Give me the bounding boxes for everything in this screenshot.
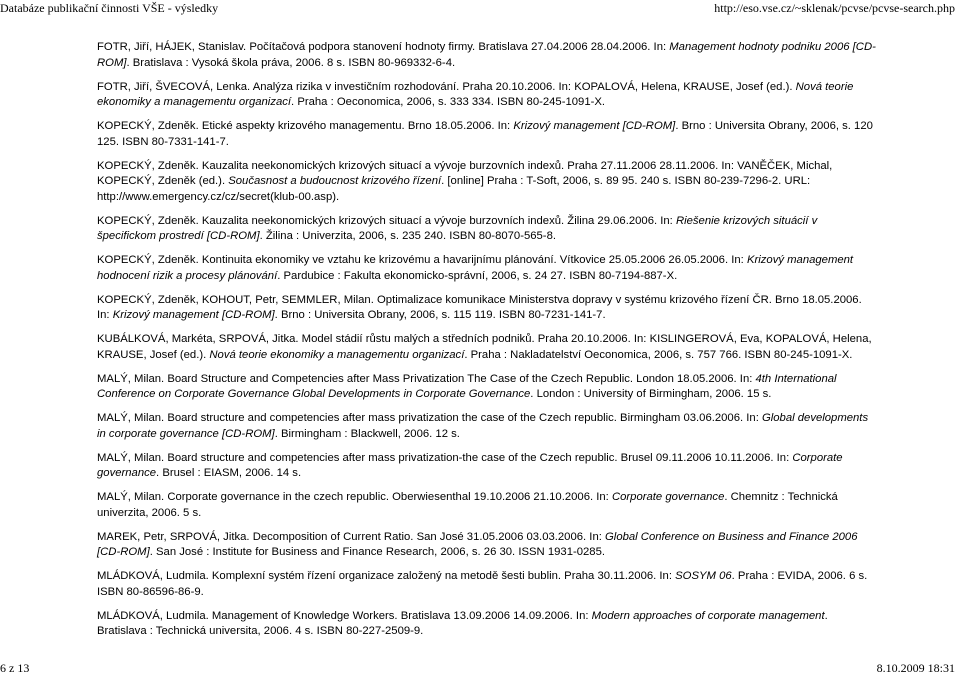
- list-item: MAREK, Petr, SRPOVÁ, Jitka. Decomposition of Current Ratio. San José 31.05.2006 03.03.2006. In: Global Conference on Business and Finance 2006 [CD-ROM]. San José : Institute for Business and Finance Research, 2006, s. 26 30. ISSN 1931-0285.: [97, 530, 861, 558]
- page-title: Databáze publikační činnosti VŠE - výsledky: [0, 1, 219, 15]
- list-item: MLÁDKOVÁ, Ludmila. Komplexní systém řízení organizace založený na metodě šesti bublin. Praha 30.11.2006. In: SOSYM 06. Praha : EVIDA, 2006. 6 s. ISBN 80-86596-86-9.: [97, 570, 871, 598]
- list-item: KOPECKÝ, Zdeněk. Kontinuita ekonomiky ve vztahu ke krizovému a havarijnímu plánování. Vítkovice 25.05.2006 26.05.2006. In: Krizový management hodnocení rizik a procesy plánování. Pardubice : Fakulta ekonomicko-správní, 2006, s. 24 27. ISBN 80-7194-887-X.: [97, 254, 857, 282]
- list-item: KOPECKÝ, Zdeněk. Etické aspekty krizového managementu. Brno 18.05.2006. In: Krizový management [CD-ROM]. Brno : Universita Obrany, 2006, s. 120 125. ISBN 80-7331-141-7.: [97, 120, 877, 148]
- print-timestamp: 8.10.2009 18:31: [876, 661, 955, 675]
- browser-print-header: [0, 0, 959, 18]
- list-item: MALÝ, Milan. Board Structure and Competencies after Mass Privatization The Case of the Czech Republic. London 18.05.2006. In: 4th International Conference on Corporate Governance Global Developments in Corporate Governance. London : University of Birmingham, 2006. 15 s.: [97, 372, 840, 400]
- list-item: FOTR, Jiří, ŠVECOVÁ, Lenka. Analýza rizika v investičním rozhodování. Praha 20.10.2006. In: KOPALOVÁ, Helena, KRAUSE, Josef (ed.). Nová teorie ekonomiky a managementu organizací. Praha : Oeconomica, 2006, s. 333 334. ISBN 80-245-1091-X.: [97, 80, 857, 108]
- list-item: MLÁDKOVÁ, Ludmila. Management of Knowledge Workers. Bratislava 13.09.2006 14.09.2006. In: Modern approaches of corporate management. Bratislava : Technická universita, 2006. 4 s. ISBN 80-227-2509-9.: [97, 609, 831, 637]
- list-item: KOPECKÝ, Zdeněk. Kauzalita neekonomických krizových situací a vývoje burzovních indexů. Praha 27.11.2006 28.11.2006. In: VANĚČEK, Michal, KOPECKÝ, Zdeněk (ed.). Současnost a budoucnost krizového řízení. [online] Praha : T-Soft, 2006, s. 89 95. 240 s. ISBN 80-239-7296-2. URL: http://www.emergency.cz/cz/secret(klub-00.asp).: [97, 159, 836, 203]
- list-item: KUBÁLKOVÁ, Markéta, SRPOVÁ, Jitka. Model stádií růstu malých a středních podniků. Praha 20.10.2006. In: KISLINGEROVÁ, Eva, KOPALOVÁ, Helena, KRAUSE, Josef (ed.). Nová teorie ekonomiky a managementu organizací. Praha : Nakladatelství Oeconomica, 2006, s. 757 766. ISBN 80-245-1091-X.: [97, 333, 875, 361]
- list-item: MALÝ, Milan. Board structure and competencies after mass privatization-the case of the Czech republic. Brusel 09.11.2006 10.11.2006. In: Corporate governance. Brusel : EIASM, 2006. 14 s.: [97, 451, 846, 479]
- page-url[interactable]: http://eso.vse.cz/~sklenak/pcvse/pcvse-search.php: [714, 1, 955, 15]
- list-item: MALÝ, Milan. Corporate governance in the czech republic. Oberwiesenthal 19.10.2006 21.10.2006. In: Corporate governance. Chemnitz : Technická univerzita, 2006. 5 s.: [97, 491, 841, 519]
- page-counter: 6 z 13: [0, 661, 30, 675]
- list-item: FOTR, Jiří, HÁJEK, Stanislav. Počítačová podpora stanovení hodnoty firmy. Bratislava 27.04.2006 28.04.2006. In: Management hodnoty podniku 2006 [CD-ROM]. Bratislava : Vysoká škola práva, 2006. 8 s. ISBN 80-969332-6-4.: [97, 41, 876, 69]
- list-item: KOPECKÝ, Zdeněk. Kauzalita neekonomických krizových situací a vývoje burzovních indexů. Žilina 29.06.2006. In: Riešenie krizových situácií v špecifickom prostredí [CD-ROM]. Žilina : Univerzita, 2006, s. 235 240. ISBN 80-8070-565-8.: [97, 214, 821, 242]
- publication-list: [97, 40, 877, 648]
- list-item: MALÝ, Milan. Board structure and competencies after mass privatization the case of the Czech republic. Birmingham 03.06.2006. In: Global developments in corporate governance [CD-ROM]. Birmingham : Blackwell, 2006. 12 s.: [97, 412, 872, 440]
- list-item: KOPECKÝ, Zdeněk, KOHOUT, Petr, SEMMLER, Milan. Optimalizace komunikace Ministerstva dopravy v systému krizového řízení ČR. Brno 18.05.2006. In: Krizový management [CD-ROM]. Brno : Universita Obrany, 2006, s. 115 119. ISBN 80-7231-141-7.: [97, 293, 865, 321]
- browser-print-footer: [0, 660, 959, 676]
